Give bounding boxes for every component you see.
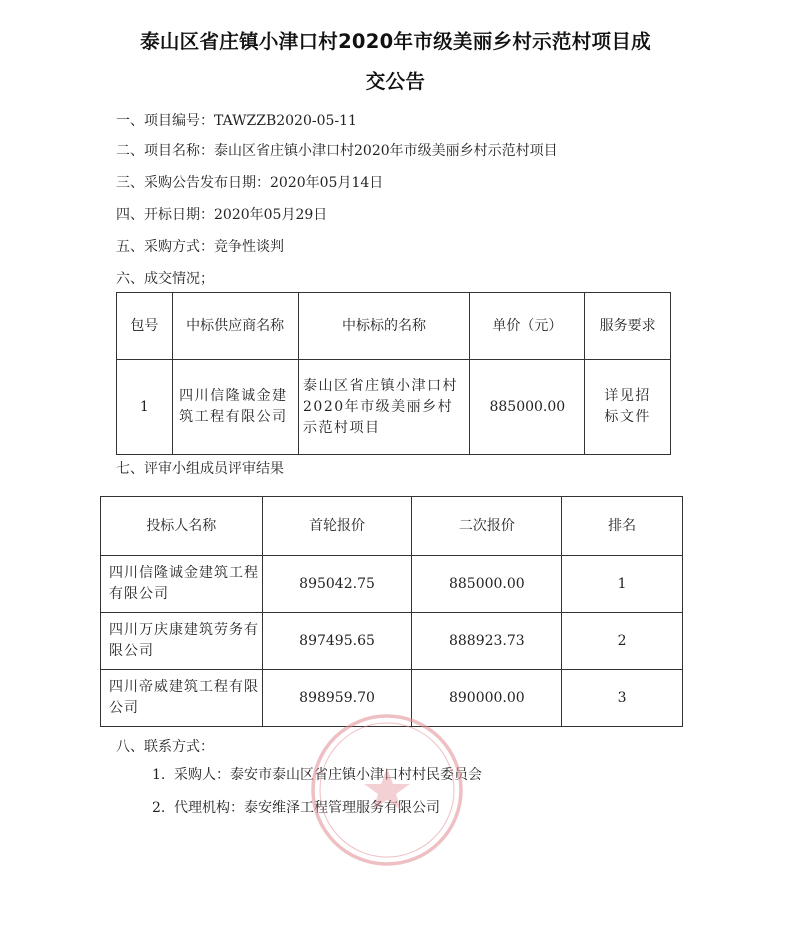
cell-price: 885000.00	[470, 360, 585, 455]
deal-heading: 六、成交情况；	[116, 271, 214, 287]
first-bid: 895042.75	[262, 556, 412, 613]
review-table-header	[101, 497, 683, 556]
cell-package: 1	[117, 360, 173, 455]
cell-service	[585, 360, 671, 455]
table-row	[117, 360, 671, 455]
doc-title-line1: 泰山区省庄镇小津口村2020年市级美丽乡村示范村项目成	[140, 30, 651, 53]
rank: 2	[562, 613, 683, 670]
header-rank: 排名	[562, 497, 683, 556]
header-supplier: 中标供应商名称	[172, 293, 298, 360]
bidder-name: 四川万庆康建筑劳务有限公司	[101, 613, 263, 670]
contact-number: 2.	[152, 800, 166, 816]
contact-text: 采购人：泰安市泰山区省庄镇小津口村村民委员会	[174, 767, 482, 783]
second-bid: 885000.00	[412, 556, 562, 613]
header-price: 单价（元）	[470, 293, 585, 360]
first-bid: 897495.65	[262, 613, 412, 670]
second-bid: 890000.00	[412, 670, 562, 727]
project-number: 一、项目编号：TAWZZB2020-05-11	[116, 113, 357, 129]
second-bid: 888923.73	[412, 613, 562, 670]
cell-subject	[298, 360, 470, 455]
table-row	[101, 556, 683, 613]
publish-date: 三、采购公告发布日期：2020年05月14日	[116, 175, 384, 191]
deal-table	[116, 292, 671, 455]
subject-name: 泰山区省庄镇小津口村2020年市级美丽乡村示范村项目	[303, 377, 459, 436]
rank: 3	[562, 670, 683, 727]
official-seal-stamp	[305, 708, 470, 873]
contact-text: 代理机构：泰安维泽工程管理服务有限公司	[174, 800, 440, 816]
header-second-bid: 二次报价	[412, 497, 562, 556]
header-first-bid: 首轮报价	[262, 497, 412, 556]
purchase-method: 五、采购方式：竞争性谈判	[116, 239, 284, 255]
header-bidder: 投标人名称	[101, 497, 263, 556]
contact-number: 1.	[152, 767, 166, 783]
bidder-name: 四川帝威建筑工程有限公司	[101, 670, 263, 727]
doc-title-line2: 交公告	[365, 70, 426, 93]
header-package: 包号	[117, 293, 173, 360]
cell-supplier	[172, 360, 298, 455]
review-table	[100, 496, 683, 727]
header-service: 服务要求	[585, 293, 671, 360]
bidder-name: 四川信隆诚金建筑工程有限公司	[101, 556, 263, 613]
table-row	[101, 613, 683, 670]
project-name: 二、项目名称：泰山区省庄镇小津口村2020年市级美丽乡村示范村项目	[116, 143, 558, 159]
service-text: 详见招标文件	[604, 388, 651, 425]
open-date: 四、开标日期：2020年05月29日	[116, 207, 328, 223]
supplier-name: 四川信隆诚金建筑工程有限公司	[179, 388, 288, 425]
deal-table-header	[117, 293, 671, 360]
header-subject: 中标标的名称	[298, 293, 470, 360]
contact-heading: 八、联系方式：	[116, 739, 214, 755]
review-heading: 七、评审小组成员评审结果	[116, 461, 284, 477]
rank: 1	[562, 556, 683, 613]
first-bid: 898959.70	[262, 670, 412, 727]
